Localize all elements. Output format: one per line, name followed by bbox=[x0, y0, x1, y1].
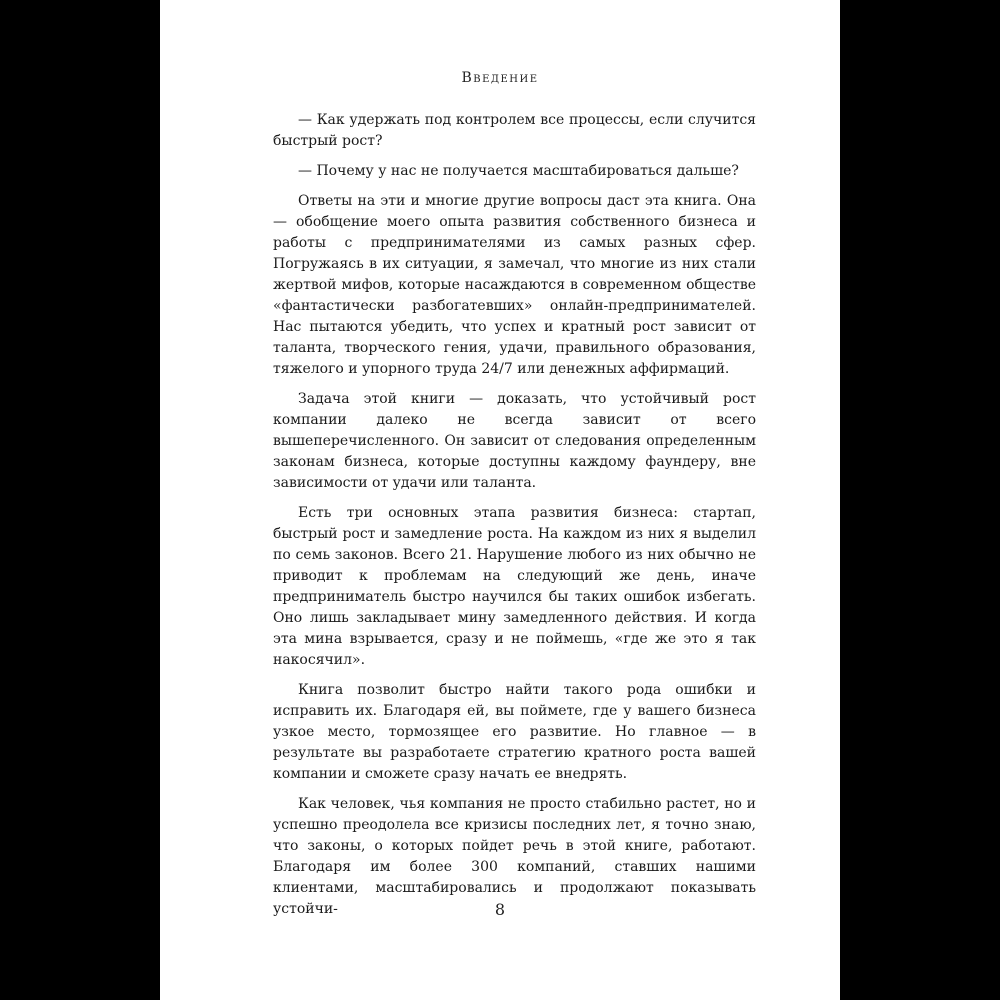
page-number: 8 bbox=[494, 900, 506, 919]
paragraph: — Как удержать под контролем все процессы, если случится быстрый рост? bbox=[273, 112, 756, 149]
book-page bbox=[160, 0, 840, 1000]
paragraph: Книга позволит быстро найти такого рода ошибки и исправить их. Благодаря ей, вы поймете, где у вашего бизнеса узкое место, тормозящее его развитие. Но главное — в результате вы разработаете стратегию кратного роста вашей компании и сможете сразу начать ее внедрять. bbox=[273, 682, 756, 782]
running-head: Введение bbox=[461, 70, 539, 86]
paragraph: Задача этой книги — доказать, что устойчивый рост компании далеко не всегда зависит от всего вышеперечисленного. Он зависит от следования определенным законам бизнеса, которые доступны каждому фаундеру, вне зависимости от удачи или таланта. bbox=[273, 391, 756, 491]
paragraph: Как человек, чья компания не просто стабильно растет, но и успешно преодолела все кризисы последних лет, я точно знаю, что законы, о которых пойдет речь в этой книге, работают. Благодаря им более 300 компаний, ставших нашими клиентами, масштабировались и продолжают показывать устойчи- bbox=[273, 796, 756, 917]
body-text bbox=[273, 110, 756, 929]
paragraph: Ответы на эти и многие другие вопросы даст эта книга. Она — обобщение моего опыта развития собственного бизнеса и работы с предпринимателями из самых разных сфер. Погружаясь в их ситуации, я замечал, что многие из них стали жертвой мифов, которые насаждаются в современном обществе «фантастически разбогатевших» онлайн-предпринимателей. Нас пытаются убедить, что успех и кратный рост зависит от таланта, творческого гения, удачи, правильного образования, тяжелого и упорного труда 24/7 или денежных аффирмаций. bbox=[273, 193, 756, 377]
paragraph: — Почему у нас не получается масштабироваться дальше? bbox=[298, 163, 739, 179]
paragraph: Есть три основных этапа развития бизнеса: стартап, быстрый рост и замедление роста. На каждом из них я выделил по семь законов. Всего 21. Нарушение любого из них обычно не приводит к проблемам на следующий же день, иначе предприниматель быстро научился бы таких ошибок избегать. Оно лишь закладывает мину замедленного действия. И когда эта мина взрывается, сразу и не поймешь, «где же это я так накосячил». bbox=[273, 505, 756, 668]
